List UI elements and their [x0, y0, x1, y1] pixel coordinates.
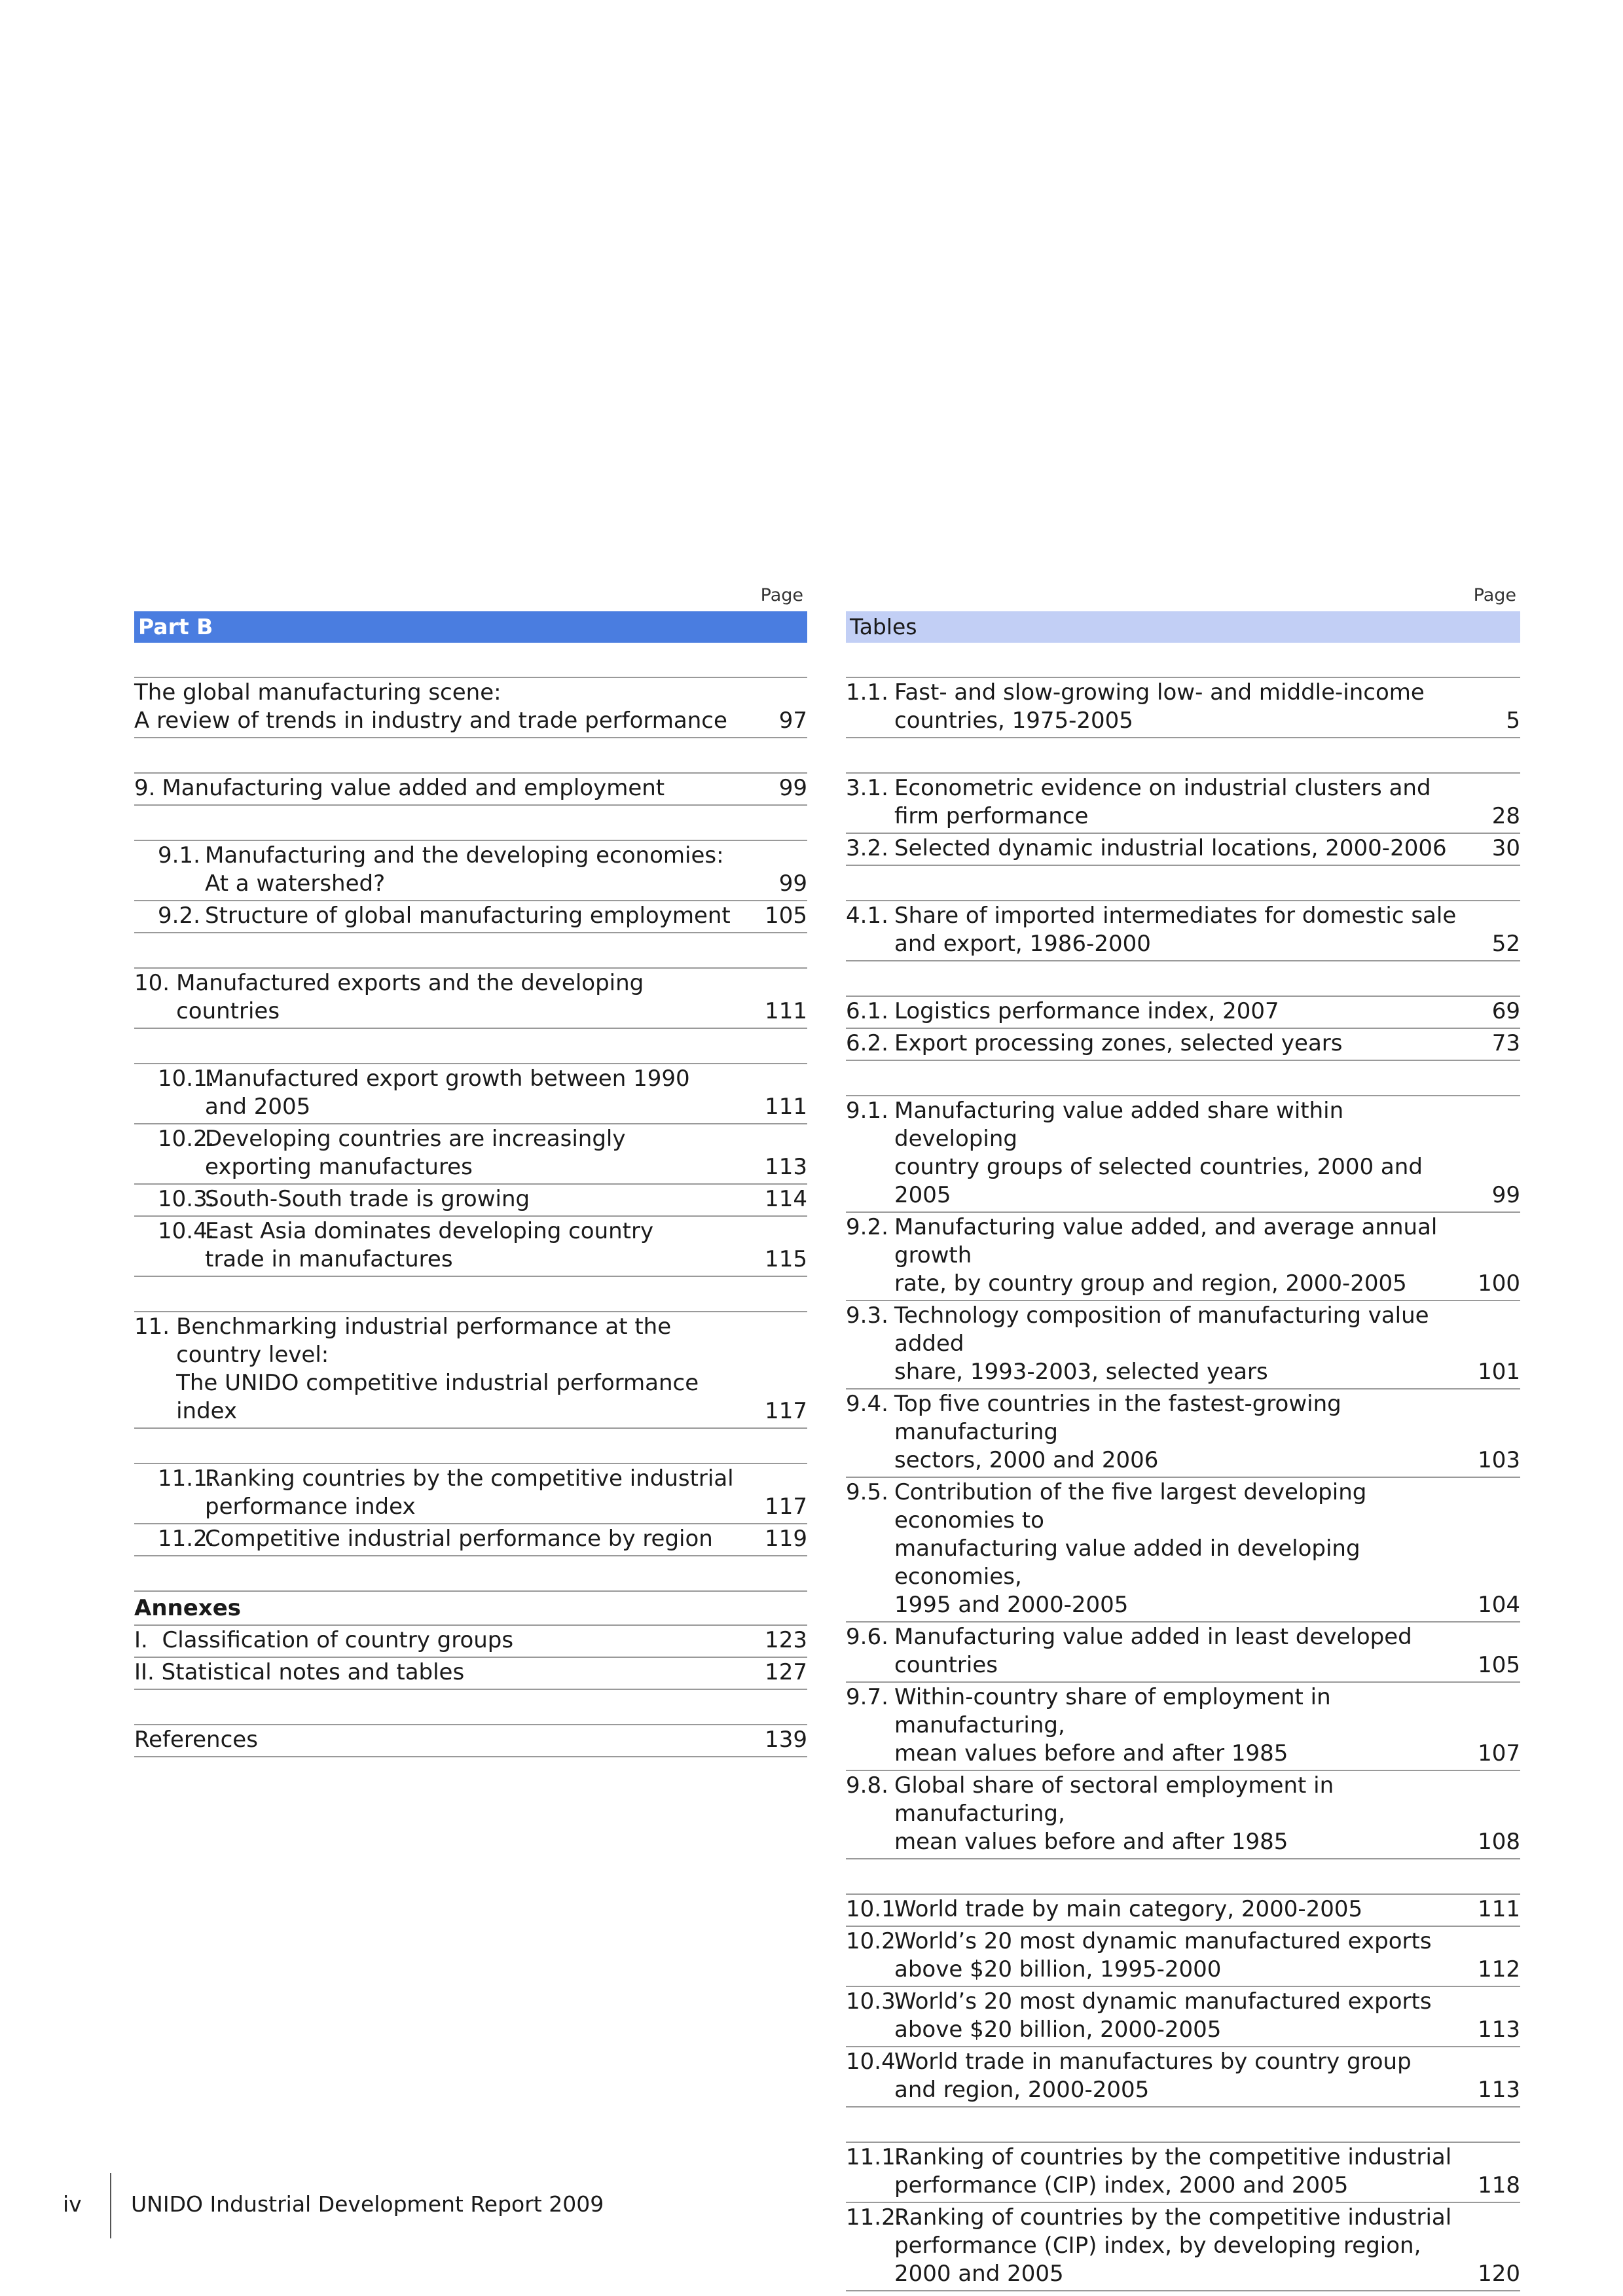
page-column-label: Page	[760, 585, 803, 605]
toc-entry-page: 100	[1478, 1270, 1520, 1297]
toc-entry-page: 5	[1506, 708, 1520, 734]
toc-entry-text: Manufacturing value added and employment	[162, 775, 665, 801]
toc-entry-number: 11.1.	[846, 2144, 903, 2170]
toc-table-10-4[interactable]	[846, 2047, 1520, 2108]
toc-entry-number: 9.2.	[158, 903, 200, 929]
toc-entry-text: World trade by main category, 2000-2005	[894, 1896, 1363, 1922]
toc-entry-number: 10.	[134, 970, 170, 996]
toc-entry-text: World’s 20 most dynamic manufactured exports above $20 billion, 1995-2000	[894, 1928, 1432, 1982]
toc-table-9-3[interactable]	[846, 1301, 1520, 1390]
toc-entry-number: 10.3.	[158, 1186, 215, 1212]
toc-entry-page: 127	[765, 1659, 807, 1685]
toc-table-9-8[interactable]	[846, 1771, 1520, 1859]
toc-entry-text: II. Statistical notes and tables	[134, 1659, 465, 1685]
page-number: iv	[63, 2191, 82, 2217]
toc-entry-text: Manufacturing and the developing economies: At a watershed?	[205, 842, 724, 897]
toc-entry-page: 99	[778, 870, 807, 897]
toc-entry-page: 112	[1478, 1956, 1520, 1982]
toc-table-9-2[interactable]	[846, 1213, 1520, 1301]
toc-entry-number: 10.1.	[158, 1066, 215, 1092]
tables-header: Tables	[846, 611, 1520, 643]
toc-entry-text: South-South trade is growing	[205, 1186, 530, 1212]
toc-entry-number: 10.4.	[846, 2049, 903, 2075]
footer-divider	[110, 2173, 111, 2238]
toc-entry-number: 9.6.	[846, 1624, 888, 1650]
toc-entry-page: 52	[1491, 931, 1520, 957]
toc-table-11-1[interactable]	[846, 2143, 1520, 2203]
toc-entry-text: Logistics performance index, 2007	[894, 998, 1279, 1024]
toc-entry-number: 11.1.	[158, 1465, 215, 1492]
toc-entry-number: 10.3.	[846, 1988, 903, 2015]
toc-table-3-2[interactable]	[846, 834, 1520, 866]
toc-entry-page: 111	[1478, 1896, 1520, 1922]
toc-entry-page: 139	[765, 1727, 807, 1753]
toc-entry-number: 6.1.	[846, 998, 888, 1024]
toc-table-10-2[interactable]	[846, 1927, 1520, 1987]
toc-entry-page: 118	[1478, 2172, 1520, 2198]
toc-entry-page: 111	[765, 1094, 807, 1120]
toc-section-10-1[interactable]	[134, 1064, 807, 1124]
toc-entry-text: Ranking of countries by the competitive industrial performance (CIP) index, 2000 and 2005	[894, 2144, 1452, 2198]
toc-entry-number: 10.2.	[158, 1126, 215, 1152]
toc-entry-page: 99	[778, 775, 807, 801]
toc-section-10-3[interactable]	[134, 1185, 807, 1217]
toc-entry-text: The global manufacturing scene: A review of trends in industry and trade performance	[134, 679, 727, 734]
toc-entry-text: Global share of sectoral employment in manufacturing, mean values before and after 1985	[894, 1772, 1334, 1855]
toc-section-11-2[interactable]	[134, 1524, 807, 1556]
toc-entry-page: 117	[765, 1398, 807, 1424]
toc-table-9-5[interactable]	[846, 1478, 1520, 1623]
toc-entry-page: 115	[765, 1246, 807, 1272]
toc-entry-text: Competitive industrial performance by region	[205, 1526, 713, 1552]
toc-entry-text: Manufactured export growth between 1990 and 2005	[205, 1066, 690, 1120]
toc-entry-text: Selected dynamic industrial locations, 2000-2006	[894, 835, 1447, 861]
toc-table-3-1[interactable]	[846, 774, 1520, 834]
toc-entry-number: 9.1.	[158, 842, 200, 869]
toc-entry-text: Contribution of the five largest developing economies to manufacturing value added in developing economies, 1995 and 2000-2005	[894, 1479, 1367, 1618]
annexes-heading: Annexes	[134, 1592, 807, 1626]
toc-entry-text: East Asia dominates developing country trade in manufactures	[205, 1218, 654, 1272]
toc-entry-number: 9.8.	[846, 1772, 888, 1799]
toc-entry-page: 69	[1491, 998, 1520, 1024]
toc-entry-number: 11.	[134, 1314, 170, 1340]
toc-entry[interactable]	[134, 678, 807, 738]
toc-entry-number: 10.4.	[158, 1218, 215, 1244]
toc-table-9-1[interactable]	[846, 1096, 1520, 1213]
toc-entry-number: 9.4.	[846, 1391, 888, 1417]
toc-entry-page: 113	[1478, 2017, 1520, 2043]
toc-section-11-1[interactable]	[134, 1464, 807, 1524]
toc-entry-page: 113	[1478, 2077, 1520, 2103]
toc-entry-text: Ranking of countries by the competitive industrial performance (CIP) index, by developing region, 2000 and 2005	[894, 2204, 1452, 2287]
toc-entry-number: 9.1.	[846, 1098, 888, 1124]
toc-section-9-2[interactable]	[134, 901, 807, 933]
toc-entry-text: Structure of global manufacturing employment	[205, 903, 731, 929]
toc-entry-number: 9.	[134, 775, 156, 801]
toc-entry-number: 4.1.	[846, 903, 888, 929]
toc-entry-number: 6.2.	[846, 1030, 888, 1056]
toc-annex-1[interactable]	[134, 1626, 807, 1658]
toc-entry-page: 120	[1478, 2261, 1520, 2287]
tables-column	[846, 583, 1520, 2291]
toc-entry-number: 10.1.	[846, 1896, 903, 1922]
toc-entry-page: 123	[765, 1627, 807, 1653]
toc-entry-number: 3.1.	[846, 775, 888, 801]
toc-entry-text: Manufactured exports and the developing countries	[176, 970, 644, 1024]
toc-entry-page: 114	[765, 1186, 807, 1212]
report-title: UNIDO Industrial Development Report 2009	[131, 2191, 604, 2217]
toc-entry-text: Within-country share of employment in manufacturing, mean values before and after 1985	[894, 1684, 1331, 1767]
toc-entry-text: I. Classification of country groups	[134, 1627, 514, 1653]
toc-entry-text: Export processing zones, selected years	[894, 1030, 1343, 1056]
toc-entry-number: 11.2.	[158, 1526, 215, 1552]
toc-section-9-1[interactable]	[134, 841, 807, 901]
toc-entry-text: Ranking countries by the competitive industrial performance index	[205, 1465, 734, 1520]
toc-section-10-4[interactable]	[134, 1217, 807, 1277]
toc-table-9-6[interactable]	[846, 1623, 1520, 1683]
toc-entry-page: 97	[778, 708, 807, 734]
toc-entry-page: 99	[1491, 1182, 1520, 1208]
toc-entry-page: 30	[1491, 835, 1520, 861]
toc-entry-text: Technology composition of manufacturing value added share, 1993-2003, selected years	[894, 1302, 1429, 1385]
toc-entry-number: 3.2.	[846, 835, 888, 861]
toc-table-10-3[interactable]	[846, 1987, 1520, 2047]
toc-entry-number: 9.2.	[846, 1214, 888, 1240]
part-b-header: Part B	[134, 611, 807, 643]
toc-entry-number: 10.2.	[846, 1928, 903, 1954]
toc-chapter-11[interactable]	[134, 1312, 807, 1429]
part-b-column	[134, 583, 807, 1757]
toc-entry-text: Manufacturing value added, and average annual growth rate, by country group and region, 2000-2005	[894, 1214, 1438, 1297]
toc-entry-text: Manufacturing value added in least developed countries	[894, 1624, 1412, 1678]
toc-entry-page: 117	[765, 1494, 807, 1520]
toc-table-4-1[interactable]	[846, 901, 1520, 961]
toc-entry-page: 73	[1491, 1030, 1520, 1056]
toc-entry-page: 111	[765, 998, 807, 1024]
toc-entry-page: 108	[1478, 1829, 1520, 1855]
toc-entry-number: 1.1.	[846, 679, 888, 706]
toc-entry-text: Manufacturing value added share within developing country groups of selected countries, 2000 and 2005	[894, 1098, 1423, 1208]
toc-chapter-10[interactable]	[134, 969, 807, 1029]
toc-entry-page: 119	[765, 1526, 807, 1552]
toc-entry-page: 105	[765, 903, 807, 929]
toc-table-9-7[interactable]	[846, 1683, 1520, 1771]
toc-entry-page: 105	[1478, 1652, 1520, 1678]
toc-entry-text: Econometric evidence on industrial clusters and firm performance	[894, 775, 1431, 829]
page-column-label: Page	[1473, 585, 1516, 605]
toc-entry-page: 103	[1478, 1447, 1520, 1473]
toc-references[interactable]	[134, 1725, 807, 1757]
toc-entry-text: References	[134, 1727, 258, 1753]
toc-entry-text: Developing countries are increasingly exporting manufactures	[205, 1126, 626, 1180]
toc-entry-text: World trade in manufactures by country group and region, 2000-2005	[894, 2049, 1412, 2103]
toc-entry-number: 11.2.	[846, 2204, 903, 2231]
toc-entry-page: 101	[1478, 1359, 1520, 1385]
toc-entry-page: 104	[1478, 1592, 1520, 1618]
toc-table-6-1[interactable]	[846, 997, 1520, 1029]
toc-chapter-9[interactable]	[134, 774, 807, 806]
toc-table-9-4[interactable]	[846, 1390, 1520, 1478]
toc-entry-text: Benchmarking industrial performance at the country level: The UNIDO competitive industrial performance index	[176, 1314, 699, 1424]
toc-annex-2[interactable]	[134, 1658, 807, 1690]
toc-table-11-2[interactable]	[846, 2203, 1520, 2291]
toc-entry-page: 107	[1478, 1740, 1520, 1767]
toc-section-10-2[interactable]	[134, 1124, 807, 1185]
toc-entry-number: 9.7.	[846, 1684, 888, 1710]
toc-table-6-2[interactable]	[846, 1029, 1520, 1061]
toc-entry-page: 28	[1491, 803, 1520, 829]
toc-entry-number: 9.5.	[846, 1479, 888, 1505]
toc-entry-text: Top five countries in the fastest-growing manufacturing sectors, 2000 and 2006	[894, 1391, 1341, 1473]
toc-table-1-1[interactable]	[846, 678, 1520, 738]
toc-entry-text: Fast- and slow-growing low- and middle-income countries, 1975-2005	[894, 679, 1425, 734]
toc-entry-text: World’s 20 most dynamic manufactured exports above $20 billion, 2000-2005	[894, 1988, 1432, 2043]
toc-entry-page: 113	[765, 1154, 807, 1180]
toc-entry-number: 9.3.	[846, 1302, 888, 1329]
toc-table-10-1[interactable]	[846, 1895, 1520, 1927]
toc-entry-text: Share of imported intermediates for domestic sale and export, 1986-2000	[894, 903, 1457, 957]
